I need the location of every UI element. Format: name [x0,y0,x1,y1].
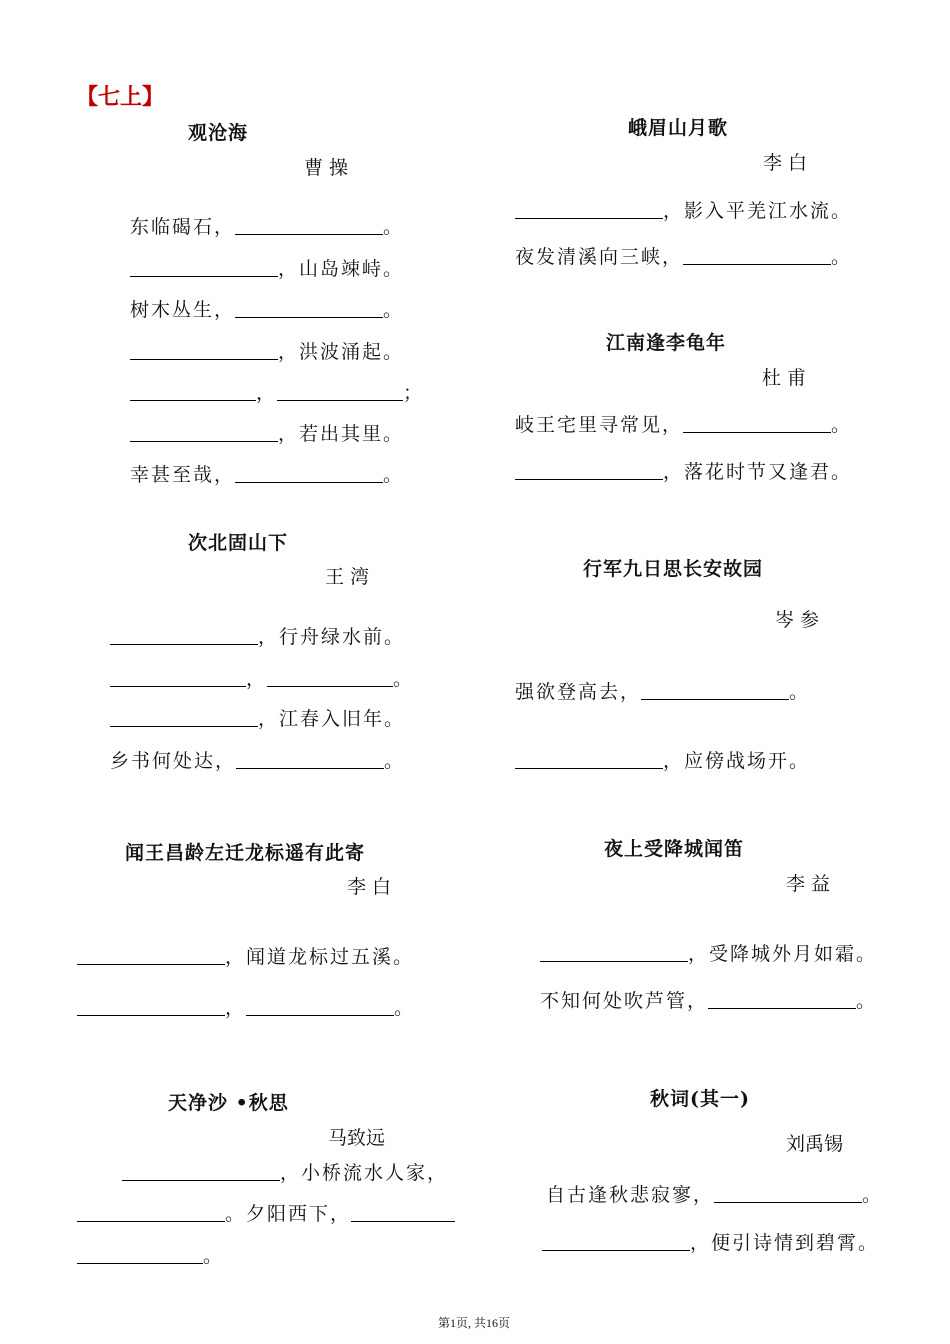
line-text: 。 [856,990,878,1012]
poem-line [515,410,852,437]
poem-title: 闻王昌龄左迁龙标遥有此寄 [125,842,366,864]
line-text: 。 [383,216,405,238]
poem-title: 次北固山下 [188,532,289,554]
fill-blank[interactable] [130,275,278,277]
line-text: 东临碣石， [130,216,236,238]
fill-blank[interactable] [130,358,278,360]
poem-title: 天净沙 •秋思 [168,1092,289,1114]
fill-blank[interactable] [708,1007,856,1009]
poem-line [77,1199,455,1226]
fill-blank[interactable] [110,725,258,727]
fill-blank[interactable] [683,431,831,433]
poem-line [77,993,415,1020]
poem-line [515,242,852,269]
poem-title: 秋词(其一) [650,1088,750,1110]
line-text: ，应傍战场开。 [663,750,811,772]
section-tag: 【七上】 [76,84,165,110]
fill-blank[interactable] [714,1201,862,1203]
poem-line [546,1180,883,1207]
line-text: ， [256,382,278,404]
poem-line [130,295,404,322]
line-text: 。 [384,750,406,772]
poem-author: 杜 甫 [762,367,807,389]
poem-line [110,704,405,731]
line-text: 树木丛生， [130,299,236,321]
fill-blank[interactable] [542,1249,690,1251]
line-text: 。 [831,246,853,268]
poem-line [515,677,810,704]
line-text: 幸甚至哉， [130,464,236,486]
fill-blank[interactable] [515,217,663,219]
poem-author: 曹 操 [304,157,349,179]
fill-blank[interactable] [236,767,384,769]
line-text: ，便引诗情到碧霄。 [690,1232,880,1254]
line-text: ，闻道龙标过五溪。 [225,946,415,968]
poem-line [77,942,414,969]
line-text: 岐王宅里寻常见， [515,414,684,436]
line-text: 强欲登高去， [515,681,642,703]
line-text: ， [225,997,247,1019]
fill-blank[interactable] [77,1014,225,1016]
line-text: ，落花时节又逢君。 [663,461,853,483]
fill-blank[interactable] [77,1220,225,1222]
poem-line [110,622,405,649]
fill-blank[interactable] [641,698,789,700]
line-text: ，影入平羌江水流。 [663,200,853,222]
fill-blank[interactable] [515,767,663,769]
line-text: 。 [383,299,405,321]
poem-author: 李 益 [786,873,831,895]
line-text: 夜发清溪向三峡， [515,246,684,268]
poem-line [77,1241,224,1268]
poem-title: 江南逢李龟年 [606,332,727,354]
poem-line [542,1228,879,1255]
line-text: ； [403,382,425,404]
fill-blank[interactable] [235,316,383,318]
fill-blank[interactable] [122,1179,280,1181]
poem-title: 行军九日思长安故园 [583,558,764,580]
poem-author: 刘禹锡 [786,1133,844,1155]
fill-blank[interactable] [267,685,393,687]
line-text: 。 [862,1184,884,1206]
line-text: 。 [383,464,405,486]
page-footer: 第1页, 共16页 [438,1316,511,1330]
line-text: 。 [203,1245,225,1267]
poem-title: 峨眉山月歌 [628,117,729,139]
line-text: ，江春入旧年。 [258,708,406,730]
poem-author: 李 白 [763,152,808,174]
poem-author: 岑 参 [775,609,820,631]
poem-line [540,986,877,1013]
poem-line [130,254,404,281]
fill-blank[interactable] [110,643,258,645]
poem-title: 观沧海 [188,122,249,144]
line-text: ，行舟绿水前。 [258,626,406,648]
line-text: 。 [394,997,416,1019]
poem-line [515,457,852,484]
poem-line [540,939,877,966]
fill-blank[interactable] [683,263,831,265]
fill-blank[interactable] [235,233,383,235]
line-text: 。 [831,414,853,436]
line-text: ，山岛竦峙。 [278,258,405,280]
poem-line [130,419,404,446]
fill-blank[interactable] [235,481,383,483]
poem-line [130,212,404,239]
line-text: 不知何处吹芦管， [540,990,709,1012]
line-text: ，洪波涌起。 [278,341,405,363]
line-text: 。 [789,681,811,703]
line-text: 。夕阳西下， [225,1203,352,1225]
fill-blank[interactable] [77,963,225,965]
fill-blank[interactable] [515,478,663,480]
fill-blank[interactable] [130,399,256,401]
line-text: ，小桥流水人家， [280,1162,449,1184]
fill-blank[interactable] [540,960,688,962]
line-text: ，若出其里。 [278,423,405,445]
fill-blank[interactable] [130,440,278,442]
line-text: ，受降城外月如霜。 [688,943,878,965]
poem-author: 王 湾 [325,566,370,588]
fill-blank[interactable] [77,1262,203,1264]
poem-line [122,1158,448,1185]
line-text: 乡书何处达， [110,750,237,772]
poem-author: 马致远 [328,1127,386,1149]
fill-blank[interactable] [351,1220,455,1222]
poem-line [515,746,810,773]
poem-line [130,378,424,405]
poem-line [515,196,852,223]
fill-blank[interactable] [277,399,403,401]
fill-blank[interactable] [246,1014,394,1016]
line-text: 自古逢秋悲寂寥， [546,1184,715,1206]
poem-author: 李 白 [347,876,392,898]
poem-line [110,746,405,773]
poem-title: 夜上受降城闻笛 [604,838,745,860]
poem-line [130,460,404,487]
fill-blank[interactable] [110,685,246,687]
poem-line [110,664,414,691]
line-text: ， [246,668,268,690]
poem-line [130,337,404,364]
line-text: 。 [393,668,415,690]
